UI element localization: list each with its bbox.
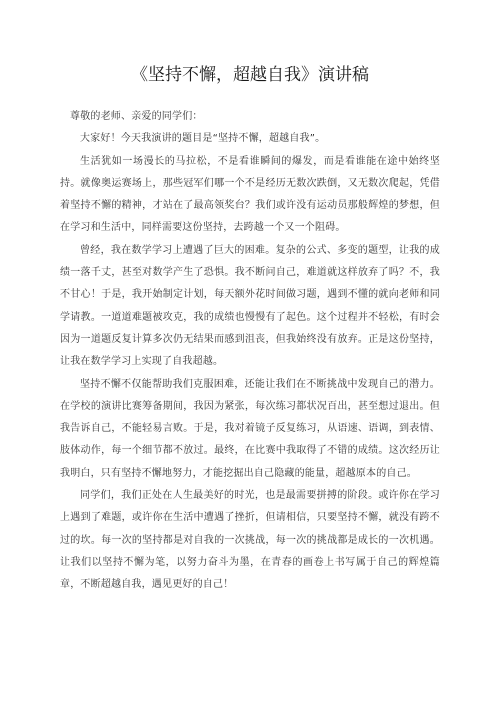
paragraph-marathon: 生活犹如一场漫长的马拉松，不是看谁瞬间的爆发，而是看谁能在途中始终坚持。就像奥运赛场上，那些冠军们哪一个不是经历无数次跌倒，又无数次爬起，凭借着坚持不懈的精神，才站在了最高领奖台？我们或许没有运动员那般辉煌的梦想，但在学习和生活中，同样需要这份坚持，去跨越一个又一个阻碍。 [60,155,440,234]
paragraph-closing: 同学们，我们正处在人生最美好的时光，也是最需要拼搏的阶段。或许你在学习上遇到了难题，或许你在生活中遭遇了挫折，但请相信，只要坚持不懈，就没有跨不过的坎。每一次的坚持都是对自我的一次挑战，每一次的挑战都是成长的一次机遇。让我们以坚持不懈为笔，以努力奋斗为墨，在青春的画卷上书写属于自己的辉煌篇章，不断超越自我，遇见更好的自己！ [60,490,440,591]
paragraph-speech-contest: 坚持不懈不仅能帮助我们克服困难，还能让我们在不断挑战中发现自己的潜力。在学校的演讲比赛筹备期间，我因为紧张，每次练习都状况百出，甚至想过退出。但我告诉自己，不能轻易言败。于是，我对着镜子反复练习，从语速、语调，到表情、肢体动作，每一个细节都不放过。最终，在比赛中我取得了不错的成绩。这次经历让我明白，只有坚持不懈地努力，才能挖掘出自己隐藏的能量，超越原本的自己。 [60,378,440,479]
paragraph-opening: 大家好！今天我演讲的题目是“坚持不懈，超越自我”。 [80,133,326,145]
document-title: 《坚持不懈，超越自我》演讲稿 [131,65,369,85]
paragraph-math-story: 曾经，我在数学学习上遭遇了巨大的困难。复杂的公式、多变的题型，让我的成绩一落千丈，甚至对数学产生了恐惧。我不断问自己，难道就这样放弃了吗？不，我不甘心！于是，我开始制定计划，每天额外花时间做习题，遇到不懂的就向老师和同学请教。一道道难题被攻克，我的成绩也慢慢有了起色。这个过程并不轻松，有时会因为一道题反复计算多次仍无结果而感到沮丧，但我始终没有放弃。正是这份坚持，让我在数学学习上实现了自我超越。 [60,244,440,368]
document-body [60,106,440,597]
greeting-line: 尊敬的老师、亲爱的同学们： [70,111,203,122]
